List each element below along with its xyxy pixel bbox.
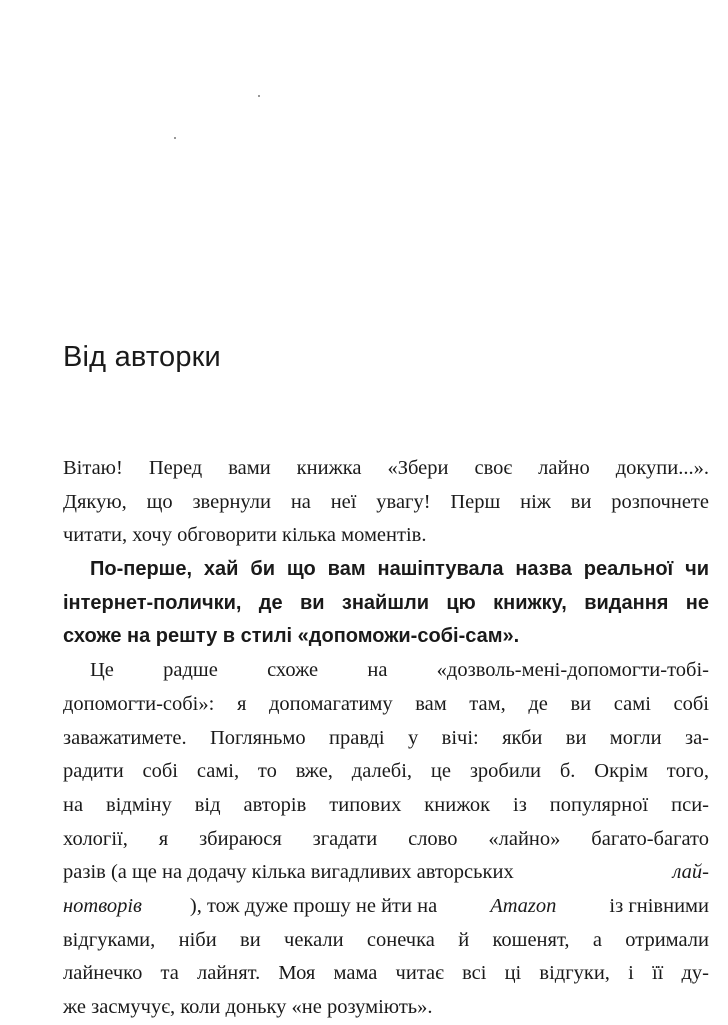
text-line: схоже на решту в стилі «допоможи-собі-сам». [63, 625, 520, 648]
chapter-body [63, 452, 709, 1025]
text-line [63, 890, 709, 924]
text-line: Це радше схоже на «дозволь-мені-допомогти-тобі- [90, 659, 709, 682]
text-line: радити собі самі, то вже, далебі, це зробили б. Окрім того, [63, 760, 709, 783]
text-line: Дякую, що звернули на неї увагу! Перш ніж ви розпочнете [63, 490, 709, 513]
text-line: інтернет-полички, де ви знайшли цю книжку, видання не [63, 591, 709, 614]
paragraph-bold [63, 553, 709, 654]
text-line: лайнечко та лайнят. Моя мама читає всі ці відгуки, і її ду- [63, 962, 709, 985]
text-line: хології, я збираюся згадати слово «лайно» багато-багато [63, 827, 709, 850]
paragraph-intro [63, 452, 709, 553]
text-line: Вітаю! Перед вами книжка «Збери своє лайно докупи...». [63, 457, 709, 479]
text-run: із гнівними [604, 894, 709, 917]
print-speck [258, 95, 260, 97]
text-line: допомогти-собі»: я допомагатиму вам там, де ви самі собі [63, 692, 709, 715]
text-line: же засмучує, коли доньку «не розуміють». [63, 996, 433, 1018]
text-run: ), тож дуже прошу не йти на [189, 894, 443, 917]
chapter-heading: Від авторки [63, 341, 221, 373]
text-line: відгуками, ніби ви чекали сонечка й кошенят, а отримали [63, 928, 709, 951]
text-line: на відміну від авторів типових книжок із популярної пси- [63, 793, 709, 816]
paragraph-main [63, 654, 709, 1025]
text-line [63, 856, 709, 890]
italic-run: нотворів [63, 894, 142, 917]
text-line: заважатимете. Погляньмо правді у вічі: якби ви могли за- [63, 726, 709, 749]
text-line: читати, хочу обговорити кілька моментів. [63, 524, 427, 547]
text-line: По-перше, хай би що вам нашіптувала назва реальної чи [90, 558, 709, 581]
print-speck [174, 137, 176, 139]
text-run: разів (а ще на додачу кілька вигадливих авторських [63, 861, 519, 884]
italic-run: лай- [672, 861, 709, 884]
italic-run: Amazon [490, 894, 557, 917]
